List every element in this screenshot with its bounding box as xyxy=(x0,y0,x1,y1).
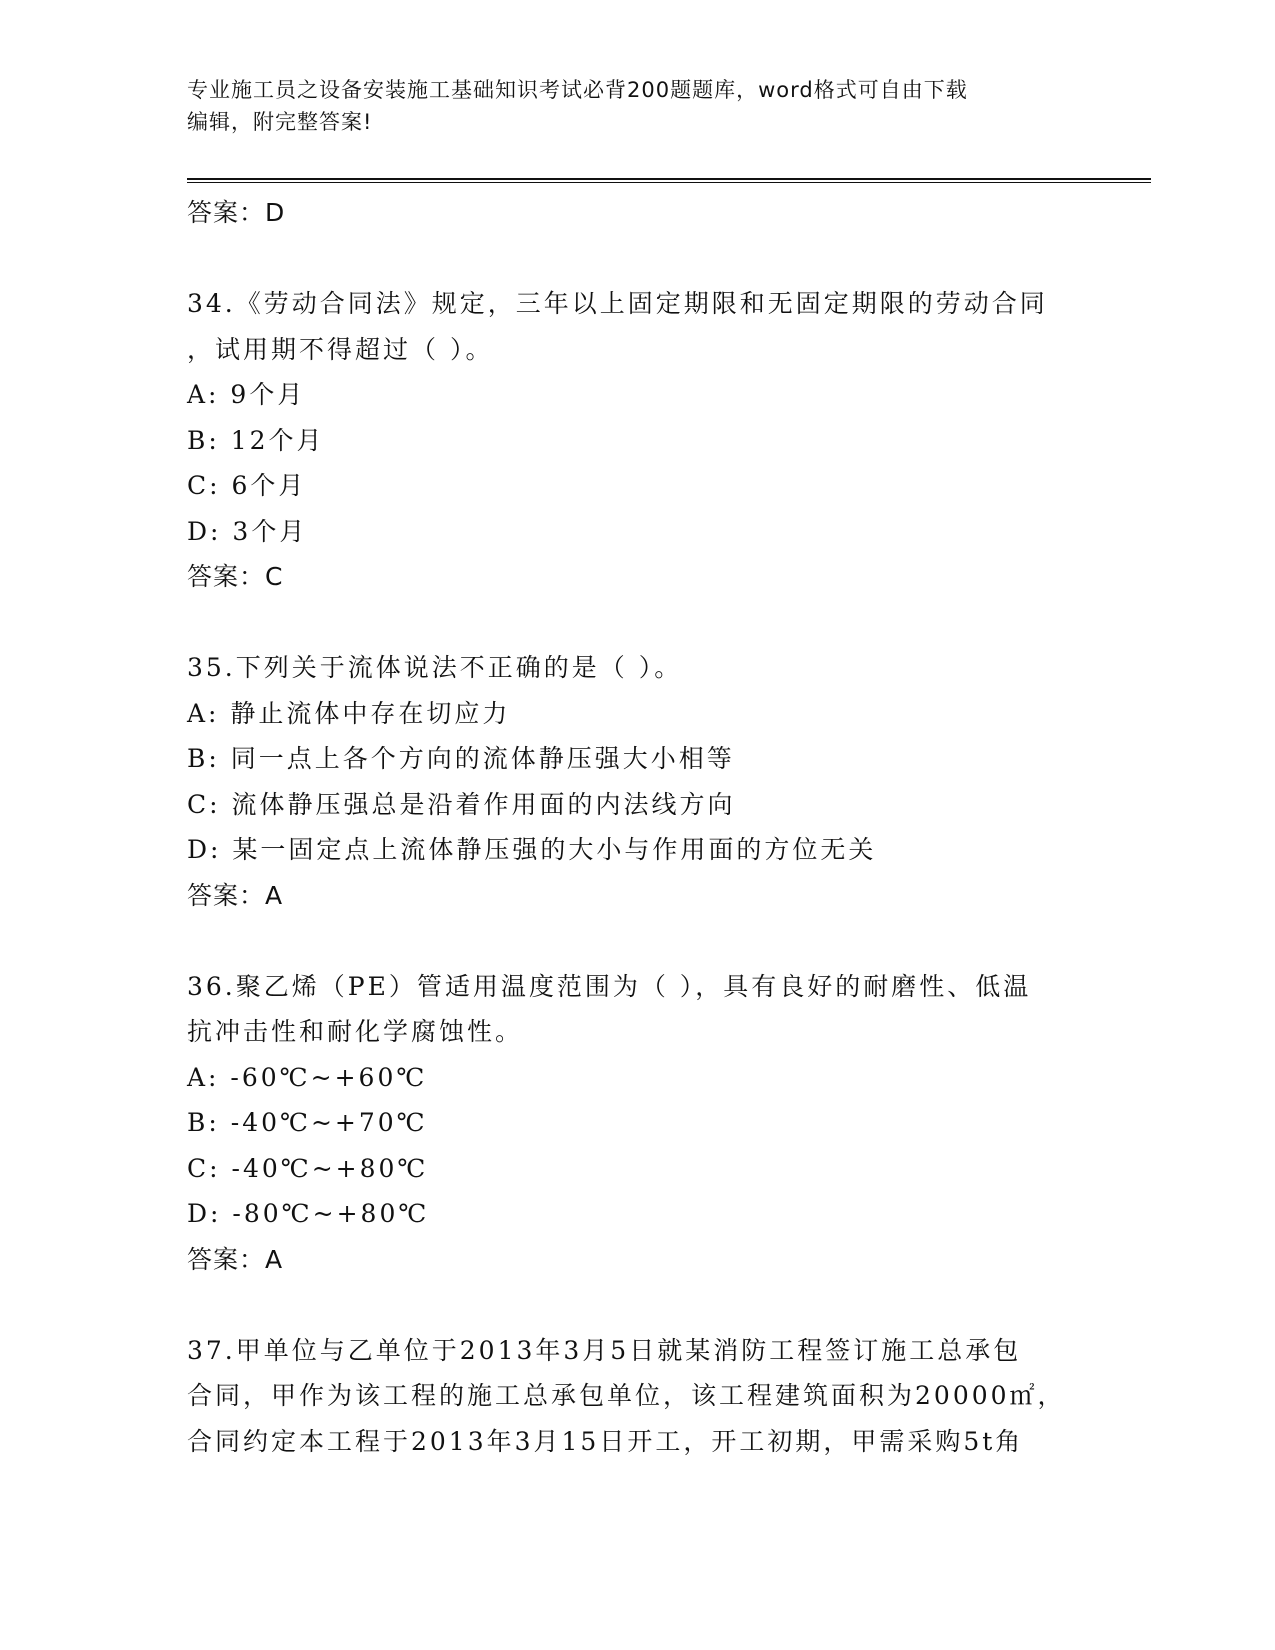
question-text: 35.下列关于流体说法不正确的是（ ）。 xyxy=(187,653,683,682)
header-line-2: 编辑，附完整答案! xyxy=(187,110,373,134)
option-d: D: -80℃~+80℃ xyxy=(187,1199,430,1228)
question-35 xyxy=(187,645,1137,918)
question-text: 36.聚乙烯（PE）管适用温度范围为（ ），具有良好的耐磨性、低温 xyxy=(187,971,1032,1001)
question-text: 合同，甲作为该工程的施工总承包单位，该工程建筑面积为20000㎡， xyxy=(187,1381,1066,1410)
option-c: C: -40℃~+80℃ xyxy=(187,1153,429,1183)
answer-line: 答案：A xyxy=(187,1244,284,1274)
header-line-1: 专业施工员之设备安装施工基础知识考试必背200题题库，word格式可自由下载 xyxy=(187,78,968,102)
option-b: B: 12个月 xyxy=(187,425,325,455)
question-text: 合同约定本工程于2013年3月15日开工，开工初期，甲需采购5t角 xyxy=(187,1426,1024,1456)
option-a: A: -60℃~+60℃ xyxy=(187,1062,428,1092)
question-37 xyxy=(187,1328,1137,1465)
header-rule xyxy=(187,178,1151,180)
document-body xyxy=(187,190,1137,1464)
question-text: 37.甲单位与乙单位于2013年3月5日就某消防工程签订施工总承包 xyxy=(187,1335,1022,1365)
question-text: ，试用期不得超过（ ）。 xyxy=(187,334,494,364)
option-a: A: 9个月 xyxy=(187,380,306,409)
option-d: D: 3个月 xyxy=(187,516,308,546)
document-header xyxy=(187,74,1067,138)
question-36 xyxy=(187,964,1137,1283)
option-c: C: 流体静压强总是沿着作用面的内法线方向 xyxy=(187,789,736,819)
option-d: D: 某一固定点上流体静压强的大小与作用面的方位无关 xyxy=(187,835,877,864)
header-rule-thin xyxy=(187,182,1151,183)
answer-line: 答案：D xyxy=(187,198,286,227)
answer-line: 答案：C xyxy=(187,562,284,591)
option-c: C: 6个月 xyxy=(187,471,307,500)
question-34 xyxy=(187,281,1137,600)
answer-line: 答案：A xyxy=(187,880,284,910)
option-a: A: 静止流体中存在切应力 xyxy=(187,698,511,728)
option-b: B: 同一点上各个方向的流体静压强大小相等 xyxy=(187,744,735,773)
question-text: 34.《劳动合同法》规定，三年以上固定期限和无固定期限的劳动合同 xyxy=(187,289,1048,318)
option-b: B: -40℃~+70℃ xyxy=(187,1108,428,1137)
question-text: 抗冲击性和耐化学腐蚀性。 xyxy=(187,1017,524,1046)
